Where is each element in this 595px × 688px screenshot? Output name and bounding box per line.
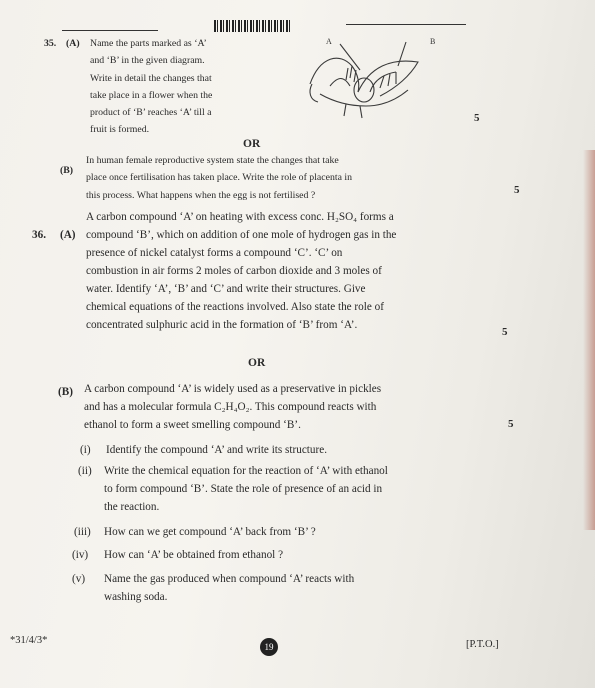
subpart-label: (i) <box>80 444 91 456</box>
text-line: and ‘B’ in the given diagram. <box>90 55 205 67</box>
text-line: Write the chemical equation for the reaction of ‘A’ with ethanol <box>104 465 388 477</box>
header-rule-left <box>62 30 158 31</box>
text-line: the reaction. <box>104 501 160 513</box>
barcode <box>214 20 292 32</box>
text-line: product of ‘B’ reaches ‘A’ till a <box>90 107 212 119</box>
text-line: A carbon compound ‘A’ on heating with excess conc. H₂SO₄ forms a <box>86 211 394 223</box>
pto-label: [P.T.O.] <box>466 639 499 650</box>
text-line: combustion in air forms 2 moles of carbon dioxide and 3 moles of <box>86 265 382 277</box>
q36-or: OR <box>248 357 266 369</box>
subpart-text: How can we get compound ‘A’ back from ‘B’ ? <box>104 526 316 538</box>
q36-a-label: (A) <box>60 229 76 241</box>
q36-b-label: (B) <box>58 386 73 398</box>
q35-b-text <box>86 152 352 204</box>
subpart-label: (iv) <box>72 549 89 561</box>
text-line: fruit is formed. <box>90 124 150 136</box>
text-line: washing soda. <box>104 591 168 603</box>
q36-b-text <box>84 380 381 434</box>
diagram-label-a: A <box>326 37 332 46</box>
text-line: A carbon compound ‘A’ is widely used as a preservative in pickles <box>84 383 382 395</box>
q35-a-text <box>90 35 212 139</box>
subpart-label: (v) <box>72 573 86 585</box>
q35-number: 35. <box>44 38 57 49</box>
text-line: Write in detail the changes that <box>90 72 212 84</box>
q35-b-marks: 5 <box>514 184 520 196</box>
text-line: this process. What happens when the egg is not fertilised ? <box>86 189 316 201</box>
text-line: ethanol to form a sweet smelling compound ‘B’. <box>84 419 301 431</box>
flower-diagram <box>300 36 440 120</box>
q36-a-text <box>86 208 396 334</box>
text-line: take place in a flower when the <box>90 89 213 101</box>
paper-code: *31/4/3* <box>10 635 48 646</box>
text-line: concentrated sulphuric acid in the formation of ‘B’ from ‘A’. <box>86 319 358 331</box>
text-line: water. Identify ‘A’, ‘B’ and ‘C’ and write their structures. Give <box>86 283 366 295</box>
q36-a-marks: 5 <box>502 326 508 338</box>
q35-a-label: (A) <box>66 38 80 49</box>
subpart-text: How can ‘A’ be obtained from ethanol ? <box>104 549 284 561</box>
text-line: place once fertilisation has taken place. Write the role of placenta in <box>86 172 352 184</box>
text-line: chemical equations of the reactions involved. Also state the role of <box>86 301 384 313</box>
subpart-text: Identify the compound ‘A’ and write its structure. <box>106 444 327 456</box>
text-line: Name the parts marked as ‘A’ <box>90 38 207 49</box>
q36-number: 36. <box>32 229 46 241</box>
q35-b-label: (B) <box>60 165 74 176</box>
subpart-label: (iii) <box>74 526 91 538</box>
header-rule-right <box>346 24 466 25</box>
diagram-label-b: B <box>430 37 436 46</box>
page-edge-shadow <box>583 150 595 530</box>
text-line: and has a molecular formula C₂H₄O₂. This compound reacts with <box>84 401 377 413</box>
q36-b-marks: 5 <box>508 418 514 430</box>
text-line: presence of nickel catalyst forms a compound ‘C’. ‘C’ on <box>86 247 343 259</box>
text-line: In human female reproductive system state the changes that take <box>86 155 339 166</box>
q35-a-marks: 5 <box>474 112 480 124</box>
text-line: Name the gas produced when compound ‘A’ reacts with <box>104 573 355 585</box>
text-line: to form compound ‘B’. State the role of presence of an acid in <box>104 483 383 495</box>
subpart-label: (ii) <box>78 465 92 477</box>
subpart-text <box>104 462 388 516</box>
subpart-text <box>104 570 354 606</box>
q35-or: OR <box>243 138 261 150</box>
text-line: compound ‘B’, which on addition of one mole of hydrogen gas in the <box>86 229 397 241</box>
page-number-badge: 19 <box>260 638 278 656</box>
